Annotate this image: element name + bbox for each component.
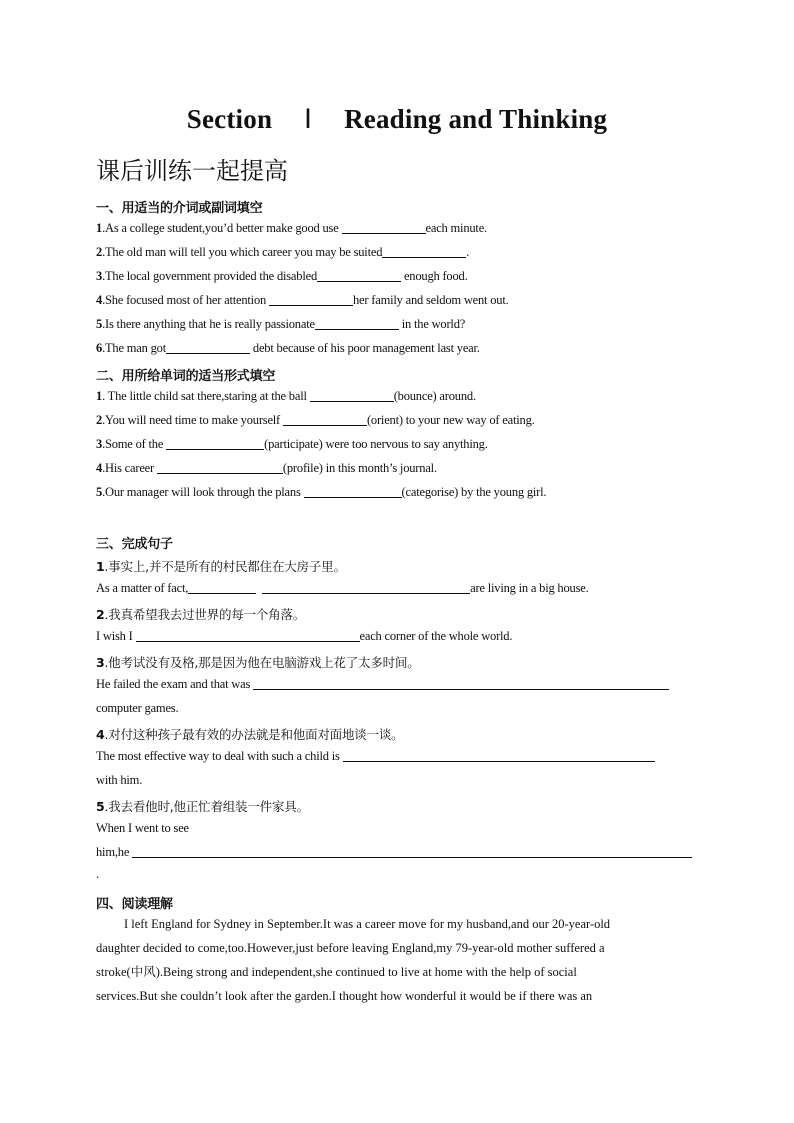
passage-line: I left England for Sydney in September.It was a career move for my husband,and our 20-year-old	[124, 917, 611, 931]
question-number: 2	[96, 245, 103, 259]
s2-question-4	[96, 461, 437, 476]
title-roman-numeral: Ⅰ	[304, 104, 313, 134]
question-text: .The man got	[102, 341, 166, 355]
s1-question-2	[96, 245, 469, 260]
question-text: (participate) were too nervous to say anything.	[264, 437, 488, 451]
question-number: 1	[96, 389, 103, 403]
answer-blank[interactable]	[157, 461, 283, 474]
s1-question-6	[96, 341, 480, 356]
question-number: 2	[96, 413, 103, 427]
s3-question-2-chinese	[96, 605, 305, 623]
question-text: .She focused most of her attention	[102, 293, 269, 307]
s3-question-4-chinese	[96, 725, 403, 743]
answer-blank[interactable]	[253, 677, 669, 690]
s1-question-1	[96, 221, 487, 236]
sentence-text: The most effective way to deal with such a child is	[96, 749, 343, 763]
question-text: .The old man will tell you which career you may be suited	[102, 245, 383, 259]
page-subtitle: 课后训练一起提高	[96, 157, 288, 185]
passage-line: daughter decided to come,too.However,just before leaving England,my 79-year-old mother suffered a	[96, 941, 605, 955]
s2-question-3	[96, 437, 488, 452]
question-text: .Some of the	[102, 437, 167, 451]
answer-blank[interactable]	[342, 221, 426, 234]
chinese-prompt: .我去看他时,他正忙着组装一件家具。	[104, 799, 309, 814]
section2-heading: 二、用所给单词的适当形式填空	[96, 369, 276, 384]
answer-blank[interactable]	[166, 437, 264, 450]
question-number: 3	[96, 655, 105, 670]
sentence-text: him,he	[96, 845, 133, 859]
question-number: 4	[96, 293, 103, 307]
s1-question-4	[96, 293, 509, 308]
title-section-word: Section	[186, 104, 273, 134]
question-text: debt because of his poor management last year.	[249, 341, 480, 355]
answer-blank[interactable]	[262, 581, 470, 594]
answer-blank[interactable]	[132, 845, 692, 858]
question-text: (categorise) by the young girl.	[401, 485, 547, 499]
question-text: .	[466, 245, 470, 259]
question-number: 2	[96, 607, 105, 622]
s3-question-3-english	[96, 677, 669, 692]
passage-line: services.But she couldn’t look after the garden.I thought how wonderful it would be if there was an	[96, 989, 593, 1003]
chinese-prompt: .他考试没有及格,那是因为他在电脑游戏上花了太多时间。	[104, 655, 420, 670]
question-number: 1	[96, 221, 103, 235]
sentence-text: each corner of the whole world.	[359, 629, 513, 643]
s3-question-2-english	[96, 629, 512, 644]
s3-question-5-end: .	[96, 867, 99, 881]
s3-question-3-chinese	[96, 653, 420, 671]
s3-question-5-english-line2	[96, 845, 692, 860]
s3-question-4-continuation: with him.	[96, 773, 143, 787]
question-text: .You will need time to make yourself	[102, 413, 283, 427]
chinese-prompt: .对付这种孩子最有效的办法就是和他面对面地谈一谈。	[104, 727, 404, 742]
question-text: her family and seldom went out.	[352, 293, 509, 307]
title-topic: Reading and Thinking	[344, 104, 608, 134]
s3-question-1-english	[96, 581, 589, 596]
question-text: .Is there anything that he is really passionate	[102, 317, 315, 331]
passage-line: stroke(中风).Being strong and independent,she continued to live at home with the help of social	[96, 965, 577, 979]
question-number: 3	[96, 437, 103, 451]
question-number: 5	[96, 799, 105, 814]
answer-blank[interactable]	[188, 581, 256, 594]
s1-question-3	[96, 269, 468, 284]
section1-heading: 一、用适当的介词或副词填空	[96, 201, 263, 216]
answer-blank[interactable]	[317, 269, 401, 282]
answer-blank[interactable]	[283, 413, 367, 426]
question-text: each minute.	[425, 221, 487, 235]
chinese-prompt: .事实上,并不是所有的村民都住在大房子里。	[104, 559, 346, 574]
answer-blank[interactable]	[166, 341, 250, 354]
answer-blank[interactable]	[315, 317, 399, 330]
section4-heading: 四、阅读理解	[96, 897, 173, 912]
sentence-text: He failed the exam and that was	[96, 677, 254, 691]
s1-question-5	[96, 317, 465, 332]
s2-question-2	[96, 413, 535, 428]
question-number: 4	[96, 461, 103, 475]
page-title	[0, 104, 794, 135]
s3-question-4-english	[96, 749, 655, 764]
s2-question-5	[96, 485, 546, 500]
s3-question-1-chinese	[96, 557, 346, 575]
section3-heading: 三、完成句子	[96, 537, 173, 552]
question-text: .Our manager will look through the plans	[102, 485, 304, 499]
question-number: 1	[96, 559, 105, 574]
question-text: enough food.	[401, 269, 468, 283]
question-number: 4	[96, 727, 105, 742]
sentence-text: As a matter of fact,	[96, 581, 189, 595]
answer-blank[interactable]	[310, 389, 394, 402]
chinese-prompt: .我真希望我去过世界的每一个角落。	[104, 607, 306, 622]
answer-blank[interactable]	[343, 749, 655, 762]
question-number: 5	[96, 317, 103, 331]
reading-passage	[96, 912, 670, 1008]
question-text: .As a college student,you’d better make good use	[102, 221, 342, 235]
question-text: .The local government provided the disabled	[102, 269, 318, 283]
answer-blank[interactable]	[269, 293, 353, 306]
question-text: (bounce) around.	[393, 389, 476, 403]
sentence-text: are living in a big house.	[470, 581, 589, 595]
question-text: .His career	[102, 461, 157, 475]
question-number: 3	[96, 269, 103, 283]
question-text: (orient) to your new way of eating.	[366, 413, 535, 427]
answer-blank[interactable]	[136, 629, 360, 642]
s2-question-1	[96, 389, 476, 404]
question-text: (profile) in this month’s journal.	[282, 461, 437, 475]
question-text: in the world?	[398, 317, 466, 331]
question-number: 5	[96, 485, 103, 499]
question-text: . The little child sat there,staring at the ball	[102, 389, 310, 403]
answer-blank[interactable]	[304, 485, 402, 498]
s3-question-3-continuation: computer games.	[96, 701, 179, 715]
question-number: 6	[96, 341, 103, 355]
answer-blank[interactable]	[382, 245, 466, 258]
sentence-text: I wish I	[96, 629, 136, 643]
s3-question-5-english-line1: When I went to see	[96, 821, 189, 835]
s3-question-5-chinese	[96, 797, 309, 815]
